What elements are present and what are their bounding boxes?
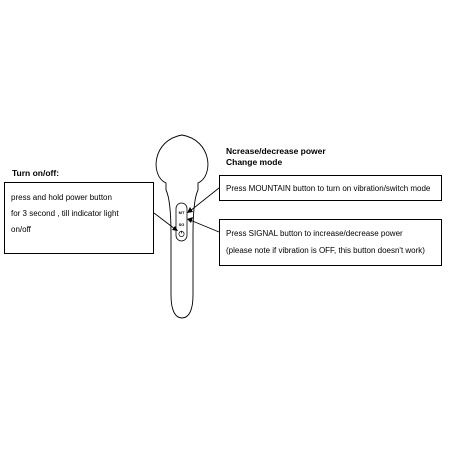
mountain-instruction-text: Press MOUNTAIN button to turn on vibration/switch mode bbox=[226, 184, 431, 193]
mountain-connector-line bbox=[190, 188, 219, 211]
power-connector-arrowhead bbox=[172, 226, 178, 231]
power-instructions-box bbox=[4, 182, 154, 254]
power-instruction-line: on/off bbox=[11, 225, 31, 234]
signal-instructions-box bbox=[219, 219, 442, 266]
signal-connector-arrowhead bbox=[187, 217, 193, 223]
mountain-button-icon[interactable]: MT bbox=[178, 210, 185, 215]
mountain-instructions-box bbox=[219, 175, 442, 201]
turn-on-off-heading: Turn on/off: bbox=[12, 168, 60, 178]
power-instruction-line: press and hold power button bbox=[11, 193, 112, 202]
power-connector-line bbox=[154, 213, 175, 229]
signal-note-text: (please note if vibration is OFF, this button doesn't work) bbox=[226, 246, 425, 255]
signal-button-icon[interactable]: SG bbox=[178, 222, 185, 227]
signal-connector-line bbox=[190, 220, 219, 232]
power-mode-heading-line2: Change mode bbox=[226, 157, 283, 167]
signal-instruction-text: Press SIGNAL button to increase/decrease power bbox=[226, 229, 403, 238]
mountain-connector-arrowhead bbox=[187, 207, 193, 213]
power-mode-heading-line1: Ncrease/decrease power bbox=[226, 146, 326, 156]
power-instruction-line: for 3 second , till indicator light bbox=[11, 209, 119, 218]
